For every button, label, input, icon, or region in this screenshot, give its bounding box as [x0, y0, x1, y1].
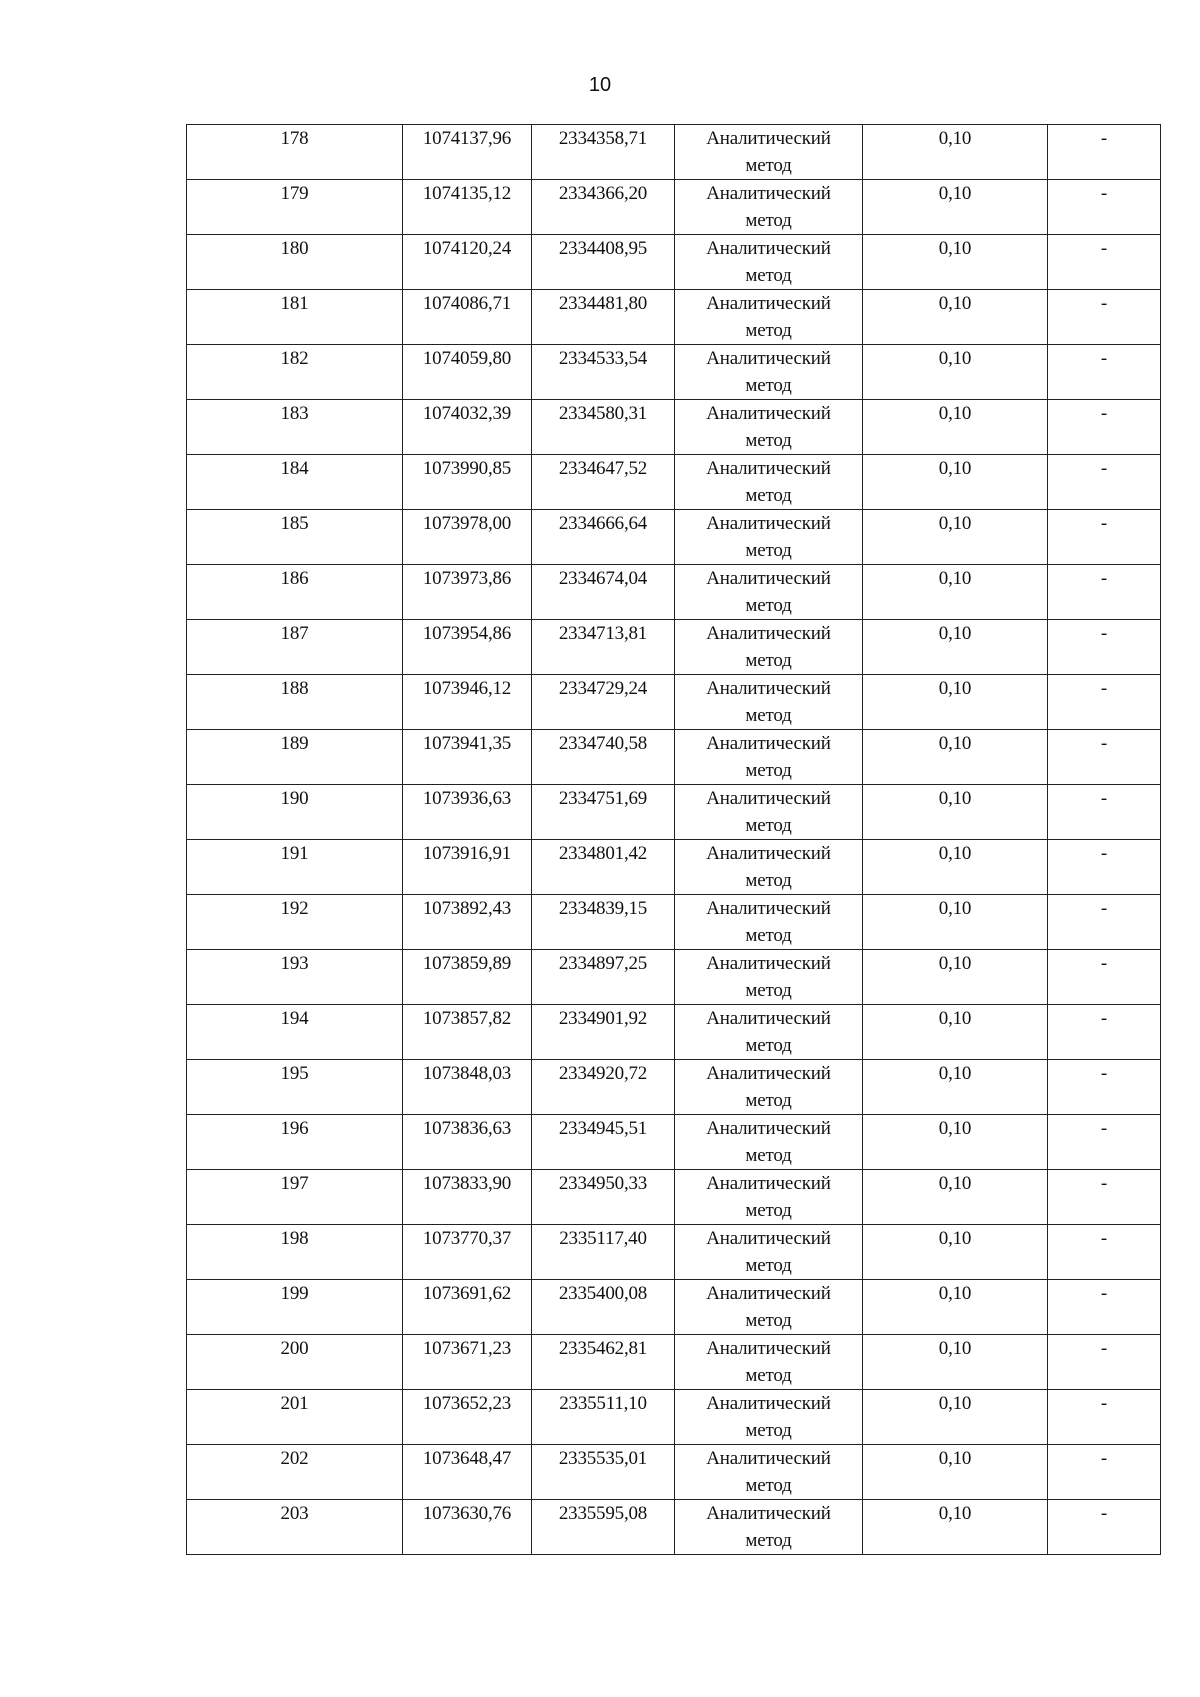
method-cell	[675, 730, 863, 785]
y-coordinate-cell: 2334674,04	[532, 565, 675, 620]
table-row	[187, 950, 1161, 1005]
method-cell	[675, 950, 863, 1005]
method-line-2: метод	[745, 760, 792, 781]
method-line-2: метод	[745, 705, 792, 726]
note-cell: -	[1048, 1115, 1161, 1170]
point-number-cell: 193	[187, 950, 403, 1005]
note-cell: -	[1048, 895, 1161, 950]
method-cell	[675, 125, 863, 180]
method-line-1: Аналитический	[706, 568, 831, 589]
accuracy-cell: 0,10	[863, 400, 1048, 455]
point-number-cell: 179	[187, 180, 403, 235]
x-coordinate-cell: 1074086,71	[403, 290, 532, 345]
table-row	[187, 675, 1161, 730]
method-cell	[675, 565, 863, 620]
x-coordinate-cell: 1073973,86	[403, 565, 532, 620]
point-number-cell: 185	[187, 510, 403, 565]
method-line-1: Аналитический	[706, 1393, 831, 1414]
accuracy-cell: 0,10	[863, 1170, 1048, 1225]
accuracy-cell: 0,10	[863, 895, 1048, 950]
method-line-1: Аналитический	[706, 1228, 831, 1249]
accuracy-cell: 0,10	[863, 180, 1048, 235]
note-cell: -	[1048, 1280, 1161, 1335]
table-row	[187, 1060, 1161, 1115]
note-cell: -	[1048, 345, 1161, 400]
accuracy-cell: 0,10	[863, 235, 1048, 290]
x-coordinate-cell: 1073691,62	[403, 1280, 532, 1335]
y-coordinate-cell: 2335595,08	[532, 1500, 675, 1555]
accuracy-cell: 0,10	[863, 565, 1048, 620]
method-line-2: метод	[745, 815, 792, 836]
table-row	[187, 290, 1161, 345]
table-row	[187, 1445, 1161, 1500]
method-line-2: метод	[745, 485, 792, 506]
method-line-2: метод	[745, 650, 792, 671]
accuracy-cell: 0,10	[863, 1225, 1048, 1280]
note-cell: -	[1048, 180, 1161, 235]
point-number-cell: 203	[187, 1500, 403, 1555]
table-row	[187, 510, 1161, 565]
accuracy-cell: 0,10	[863, 290, 1048, 345]
table-row	[187, 125, 1161, 180]
note-cell: -	[1048, 1005, 1161, 1060]
method-cell	[675, 1280, 863, 1335]
method-line-2: метод	[745, 1310, 792, 1331]
accuracy-cell: 0,10	[863, 1060, 1048, 1115]
point-number-cell: 200	[187, 1335, 403, 1390]
x-coordinate-cell: 1073916,91	[403, 840, 532, 895]
note-cell: -	[1048, 455, 1161, 510]
table-row	[187, 455, 1161, 510]
note-cell: -	[1048, 1500, 1161, 1555]
method-cell	[675, 1390, 863, 1445]
table-row	[187, 895, 1161, 950]
accuracy-cell: 0,10	[863, 1500, 1048, 1555]
method-line-1: Аналитический	[706, 458, 831, 479]
note-cell: -	[1048, 125, 1161, 180]
x-coordinate-cell: 1073941,35	[403, 730, 532, 785]
accuracy-cell: 0,10	[863, 785, 1048, 840]
note-cell: -	[1048, 950, 1161, 1005]
accuracy-cell: 0,10	[863, 1115, 1048, 1170]
table-row	[187, 345, 1161, 400]
y-coordinate-cell: 2334647,52	[532, 455, 675, 510]
method-line-2: метод	[745, 1145, 792, 1166]
y-coordinate-cell: 2334358,71	[532, 125, 675, 180]
table-row	[187, 1005, 1161, 1060]
x-coordinate-cell: 1073833,90	[403, 1170, 532, 1225]
point-number-cell: 189	[187, 730, 403, 785]
method-line-2: метод	[745, 210, 792, 231]
note-cell: -	[1048, 510, 1161, 565]
note-cell: -	[1048, 1225, 1161, 1280]
point-number-cell: 202	[187, 1445, 403, 1500]
point-number-cell: 197	[187, 1170, 403, 1225]
coordinates-table-body	[187, 125, 1161, 1555]
method-line-2: метод	[745, 1420, 792, 1441]
y-coordinate-cell: 2335400,08	[532, 1280, 675, 1335]
point-number-cell: 201	[187, 1390, 403, 1445]
accuracy-cell: 0,10	[863, 1335, 1048, 1390]
y-coordinate-cell: 2334801,42	[532, 840, 675, 895]
y-coordinate-cell: 2334580,31	[532, 400, 675, 455]
note-cell: -	[1048, 1445, 1161, 1500]
x-coordinate-cell: 1073892,43	[403, 895, 532, 950]
method-cell	[675, 235, 863, 290]
x-coordinate-cell: 1073630,76	[403, 1500, 532, 1555]
method-cell	[675, 785, 863, 840]
x-coordinate-cell: 1073652,23	[403, 1390, 532, 1445]
note-cell: -	[1048, 565, 1161, 620]
x-coordinate-cell: 1074120,24	[403, 235, 532, 290]
method-cell	[675, 840, 863, 895]
y-coordinate-cell: 2334901,92	[532, 1005, 675, 1060]
method-line-1: Аналитический	[706, 898, 831, 919]
note-cell: -	[1048, 1060, 1161, 1115]
accuracy-cell: 0,10	[863, 1280, 1048, 1335]
x-coordinate-cell: 1073836,63	[403, 1115, 532, 1170]
point-number-cell: 184	[187, 455, 403, 510]
method-line-2: метод	[745, 1365, 792, 1386]
x-coordinate-cell: 1074059,80	[403, 345, 532, 400]
point-number-cell: 182	[187, 345, 403, 400]
x-coordinate-cell: 1074135,12	[403, 180, 532, 235]
method-line-1: Аналитический	[706, 788, 831, 809]
point-number-cell: 180	[187, 235, 403, 290]
table-row	[187, 1115, 1161, 1170]
accuracy-cell: 0,10	[863, 730, 1048, 785]
method-line-1: Аналитический	[706, 1173, 831, 1194]
method-line-1: Аналитический	[706, 1338, 831, 1359]
table-row	[187, 1335, 1161, 1390]
point-number-cell: 194	[187, 1005, 403, 1060]
table-row	[187, 1280, 1161, 1335]
page-number: 10	[588, 74, 612, 96]
method-line-1: Аналитический	[706, 238, 831, 259]
table-row	[187, 235, 1161, 290]
x-coordinate-cell: 1074137,96	[403, 125, 532, 180]
note-cell: -	[1048, 400, 1161, 455]
point-number-cell: 183	[187, 400, 403, 455]
point-number-cell: 191	[187, 840, 403, 895]
method-cell	[675, 290, 863, 345]
y-coordinate-cell: 2334751,69	[532, 785, 675, 840]
coordinates-table	[186, 124, 1161, 1555]
accuracy-cell: 0,10	[863, 1390, 1048, 1445]
note-cell: -	[1048, 1335, 1161, 1390]
table-row	[187, 180, 1161, 235]
y-coordinate-cell: 2334945,51	[532, 1115, 675, 1170]
method-line-2: метод	[745, 595, 792, 616]
method-line-1: Аналитический	[706, 1118, 831, 1139]
y-coordinate-cell: 2335462,81	[532, 1335, 675, 1390]
point-number-cell: 195	[187, 1060, 403, 1115]
y-coordinate-cell: 2334950,33	[532, 1170, 675, 1225]
y-coordinate-cell: 2335535,01	[532, 1445, 675, 1500]
method-line-1: Аналитический	[706, 843, 831, 864]
point-number-cell: 187	[187, 620, 403, 675]
table-row	[187, 400, 1161, 455]
accuracy-cell: 0,10	[863, 675, 1048, 730]
point-number-cell: 178	[187, 125, 403, 180]
method-cell	[675, 345, 863, 400]
x-coordinate-cell: 1073936,63	[403, 785, 532, 840]
method-line-1: Аналитический	[706, 1063, 831, 1084]
method-line-2: метод	[745, 265, 792, 286]
method-cell	[675, 1005, 863, 1060]
note-cell: -	[1048, 675, 1161, 730]
table-row	[187, 1225, 1161, 1280]
method-line-2: метод	[745, 1530, 792, 1551]
method-cell	[675, 1170, 863, 1225]
accuracy-cell: 0,10	[863, 125, 1048, 180]
method-line-2: метод	[745, 320, 792, 341]
accuracy-cell: 0,10	[863, 455, 1048, 510]
accuracy-cell: 0,10	[863, 1005, 1048, 1060]
method-line-2: метод	[745, 375, 792, 396]
point-number-cell: 199	[187, 1280, 403, 1335]
method-cell	[675, 1060, 863, 1115]
method-cell	[675, 1500, 863, 1555]
method-line-2: метод	[745, 980, 792, 1001]
table-row	[187, 565, 1161, 620]
point-number-cell: 198	[187, 1225, 403, 1280]
note-cell: -	[1048, 290, 1161, 345]
table-row	[187, 620, 1161, 675]
method-line-1: Аналитический	[706, 183, 831, 204]
x-coordinate-cell: 1074032,39	[403, 400, 532, 455]
method-cell	[675, 510, 863, 565]
accuracy-cell: 0,10	[863, 1445, 1048, 1500]
x-coordinate-cell: 1073859,89	[403, 950, 532, 1005]
table-row	[187, 1500, 1161, 1555]
y-coordinate-cell: 2334897,25	[532, 950, 675, 1005]
note-cell: -	[1048, 1390, 1161, 1445]
method-line-1: Аналитический	[706, 513, 831, 534]
method-line-2: метод	[745, 1035, 792, 1056]
method-line-1: Аналитический	[706, 403, 831, 424]
method-line-1: Аналитический	[706, 293, 831, 314]
method-line-1: Аналитический	[706, 1008, 831, 1029]
y-coordinate-cell: 2335511,10	[532, 1390, 675, 1445]
accuracy-cell: 0,10	[863, 840, 1048, 895]
y-coordinate-cell: 2334533,54	[532, 345, 675, 400]
note-cell: -	[1048, 620, 1161, 675]
method-cell	[675, 400, 863, 455]
y-coordinate-cell: 2334366,20	[532, 180, 675, 235]
method-cell	[675, 1115, 863, 1170]
method-cell	[675, 1445, 863, 1500]
point-number-cell: 190	[187, 785, 403, 840]
x-coordinate-cell: 1073671,23	[403, 1335, 532, 1390]
y-coordinate-cell: 2334408,95	[532, 235, 675, 290]
table-row	[187, 1390, 1161, 1445]
x-coordinate-cell: 1073978,00	[403, 510, 532, 565]
method-cell	[675, 1335, 863, 1390]
method-line-2: метод	[745, 1255, 792, 1276]
y-coordinate-cell: 2334729,24	[532, 675, 675, 730]
x-coordinate-cell: 1073857,82	[403, 1005, 532, 1060]
method-cell	[675, 455, 863, 510]
method-line-2: метод	[745, 155, 792, 176]
table-row	[187, 840, 1161, 895]
y-coordinate-cell: 2335117,40	[532, 1225, 675, 1280]
x-coordinate-cell: 1073954,86	[403, 620, 532, 675]
y-coordinate-cell: 2334740,58	[532, 730, 675, 785]
point-number-cell: 181	[187, 290, 403, 345]
method-line-2: метод	[745, 1475, 792, 1496]
note-cell: -	[1048, 1170, 1161, 1225]
method-line-1: Аналитический	[706, 348, 831, 369]
x-coordinate-cell: 1073770,37	[403, 1225, 532, 1280]
point-number-cell: 192	[187, 895, 403, 950]
accuracy-cell: 0,10	[863, 345, 1048, 400]
point-number-cell: 186	[187, 565, 403, 620]
y-coordinate-cell: 2334920,72	[532, 1060, 675, 1115]
note-cell: -	[1048, 730, 1161, 785]
method-line-1: Аналитический	[706, 623, 831, 644]
y-coordinate-cell: 2334713,81	[532, 620, 675, 675]
method-cell	[675, 895, 863, 950]
method-line-1: Аналитический	[706, 128, 831, 149]
x-coordinate-cell: 1073990,85	[403, 455, 532, 510]
note-cell: -	[1048, 840, 1161, 895]
method-line-2: метод	[745, 925, 792, 946]
table-row	[187, 785, 1161, 840]
x-coordinate-cell: 1073648,47	[403, 1445, 532, 1500]
method-cell	[675, 675, 863, 730]
table-row	[187, 1170, 1161, 1225]
method-line-2: метод	[745, 1090, 792, 1111]
method-line-2: метод	[745, 870, 792, 891]
method-line-1: Аналитический	[706, 953, 831, 974]
method-line-2: метод	[745, 1200, 792, 1221]
accuracy-cell: 0,10	[863, 510, 1048, 565]
method-line-1: Аналитический	[706, 1448, 831, 1469]
note-cell: -	[1048, 235, 1161, 290]
method-line-1: Аналитический	[706, 678, 831, 699]
x-coordinate-cell: 1073848,03	[403, 1060, 532, 1115]
method-line-1: Аналитический	[706, 733, 831, 754]
method-cell	[675, 180, 863, 235]
method-line-2: метод	[745, 430, 792, 451]
point-number-cell: 188	[187, 675, 403, 730]
note-cell: -	[1048, 785, 1161, 840]
method-line-1: Аналитический	[706, 1283, 831, 1304]
table-row	[187, 730, 1161, 785]
method-line-1: Аналитический	[706, 1503, 831, 1524]
y-coordinate-cell: 2334481,80	[532, 290, 675, 345]
method-cell	[675, 620, 863, 675]
point-number-cell: 196	[187, 1115, 403, 1170]
y-coordinate-cell: 2334666,64	[532, 510, 675, 565]
accuracy-cell: 0,10	[863, 620, 1048, 675]
accuracy-cell: 0,10	[863, 950, 1048, 1005]
x-coordinate-cell: 1073946,12	[403, 675, 532, 730]
method-cell	[675, 1225, 863, 1280]
y-coordinate-cell: 2334839,15	[532, 895, 675, 950]
method-line-2: метод	[745, 540, 792, 561]
